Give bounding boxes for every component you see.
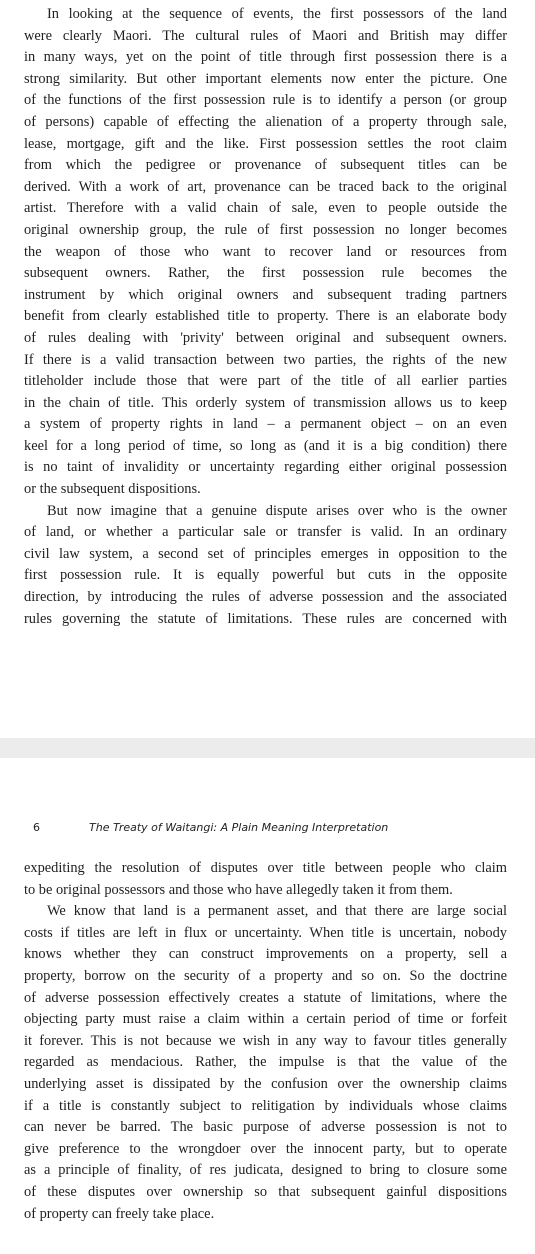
text-line: from which the pedigree or provenance of subsequent titles can be — [24, 157, 507, 174]
text-line: knows whether they can construct improvements on a property, sell a — [24, 946, 507, 963]
text-line: of these disputes over ownership so that subsequent gainful dispositions — [24, 1183, 507, 1200]
text-line: keel for a long period of time, so long as (and it is a big condition) there — [24, 437, 507, 454]
text-line: in many ways, yet on the point of title through first possession there is a — [24, 49, 507, 66]
text-line: civil law system, a second set of principles emerges in opposition to the — [24, 545, 507, 562]
text-line: titleholder include those that were part of the title of all earlier parties — [24, 373, 507, 390]
text-line: instrument by which original owners and subsequent trading partners — [24, 286, 507, 303]
text-line: were clearly Maori. The cultural rules of Maori and British may differ — [24, 27, 507, 44]
text-line: it forever. This is not because we wish in any way to favour titles generally — [24, 1032, 507, 1049]
text-line: the weapon of those who want to recover land or resources from — [24, 243, 507, 260]
text-line: subsequent owners. Rather, the first possession rule becomes the — [24, 265, 507, 282]
text-line: of adverse possession effectively creates a statute of limitations, where the — [24, 989, 507, 1006]
text-line: derived. With a work of art, provenance can be traced back to the original — [24, 178, 507, 195]
text-line: if a title is constantly subject to relitigation by individuals whose claims — [24, 1097, 507, 1114]
running-title: The Treaty of Waitangi: A Plain Meaning Interpretation — [89, 821, 389, 834]
text-line: or the subsequent dispositions. — [24, 481, 201, 498]
text-line: in the chain of title. This orderly system of transmission allows us to keep — [24, 394, 507, 411]
text-line: artist. Therefore with a valid chain of sale, even to people outside the — [24, 200, 507, 217]
text-line: of land, or whether a particular sale or transfer is valid. In an ordinary — [24, 524, 507, 541]
text-line: a system of property rights in land – a permanent object – on an even — [24, 416, 507, 433]
text-line: of the functions of the first possession rule is to identify a person (or group — [24, 92, 507, 109]
text-line: We know that land is a permanent asset, and that there are large social — [47, 903, 507, 920]
text-line: But now imagine that a genuine dispute arises over who is the owner — [47, 502, 507, 519]
page-bottom — [0, 758, 535, 1254]
text-line: as a principle of finality, of res judicata, designed to bring to closure some — [24, 1162, 507, 1179]
text-line: costs if titles are left in flux or uncertainty. When title is uncertain, nobody — [24, 924, 507, 941]
text-line: regarded as mendacious. Rather, the impulse is that the value of the — [24, 1054, 507, 1071]
text-line: expediting the resolution of disputes over title between people who claim — [24, 860, 507, 876]
text-line: strong similarity. But other important elements now enter the picture. One — [24, 70, 507, 87]
text-line: rules governing the statute of limitations. These rules are concerned with — [24, 610, 507, 627]
running-header — [33, 821, 388, 834]
text-line: first possession rule. It is equally powerful but cuts in the opposite — [24, 567, 507, 584]
text-line: In looking at the sequence of events, the first possessors of the land — [47, 6, 507, 22]
text-line: property, borrow on the security of a property and so on. So the doctrine — [24, 967, 507, 984]
text-line: to be original possessors and those who have allegedly taken it from them. — [24, 881, 453, 898]
text-line: If there is a valid transaction between two parties, the rights of the new — [24, 351, 507, 368]
text-line: underlying asset is dissipated by the confusion over the ownership claims — [24, 1075, 507, 1092]
text-line: objecting party must raise a claim within a certain period of time or forfeit — [24, 1011, 507, 1028]
text-line: of rules dealing with 'privity' between original and subsequent owners. — [24, 329, 507, 346]
body-text — [24, 4, 507, 630]
text-line: of property can freely take place. — [24, 1205, 215, 1222]
text-line: can never be barred. The basic purpose of adverse possession is not to — [24, 1119, 507, 1136]
page-separator — [0, 738, 535, 758]
text-line: is no taint of invalidity or uncertainty regarding either original possession — [24, 459, 507, 476]
body-text — [24, 858, 507, 1225]
text-line: lease, mortgage, gift and the like. First possession settles the root claim — [24, 135, 507, 152]
page-number: 6 — [33, 821, 40, 834]
text-line: original ownership group, the rule of first possession no longer becomes — [24, 221, 507, 238]
text-line: direction, by introducing the rules of adverse possession and the associated — [24, 589, 507, 606]
text-line: give preference to the wrongdoer over the innocent party, but to operate — [24, 1140, 507, 1157]
text-line: benefit from clearly established title to property. There is an elaborate body — [24, 308, 507, 325]
text-line: of persons) capable of effecting the alienation of a property through sale, — [24, 113, 507, 130]
